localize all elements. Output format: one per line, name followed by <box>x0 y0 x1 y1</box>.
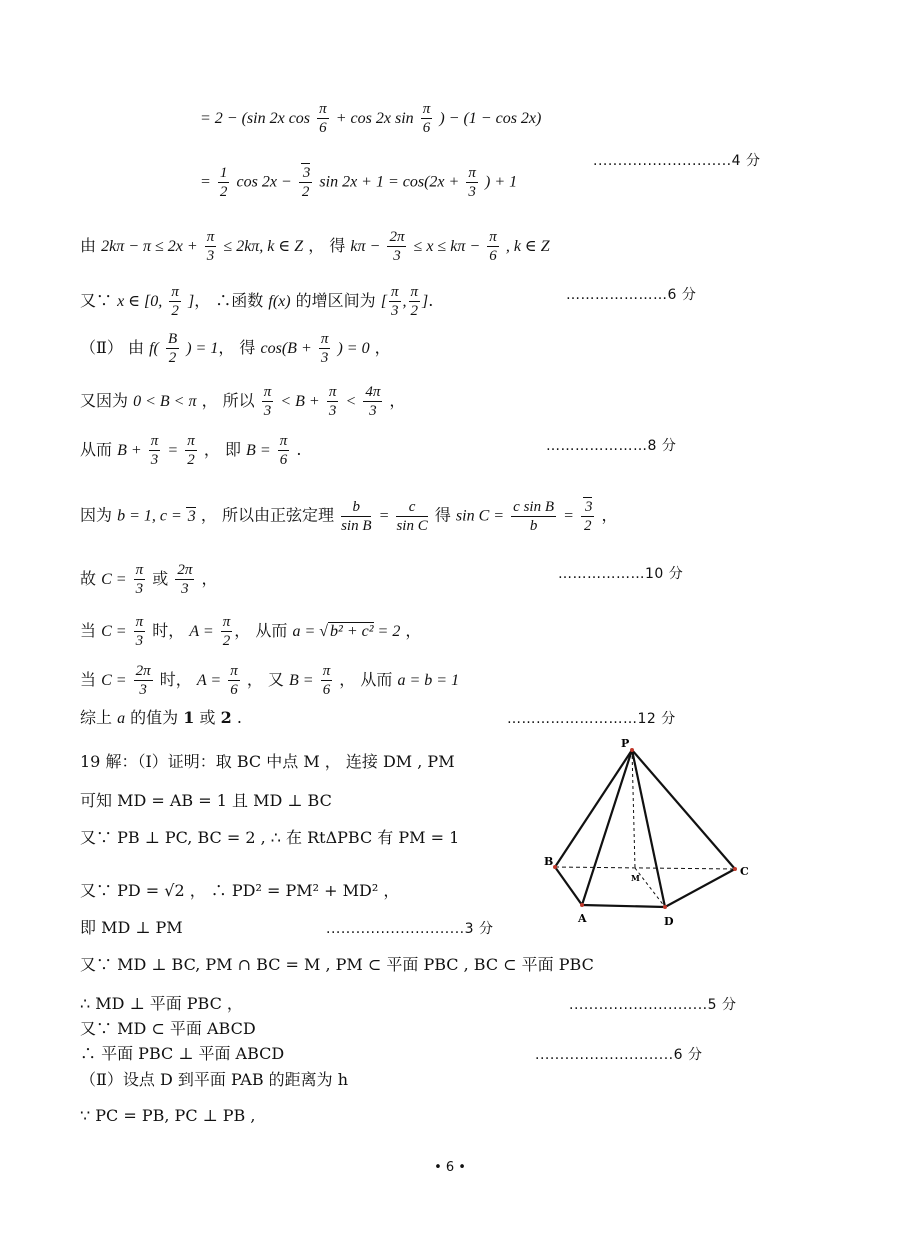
edge-BC <box>555 867 735 869</box>
vertex-B <box>553 865 557 869</box>
solution-line-10: 当 C = $\frac{\pi}{3}$ 时， A = $\frac{\pi}{2}$ ， 从而 a = √ b² + c² = 2 ， <box>80 614 422 649</box>
solution-line-3: 由 2kπ − π ≤ 2x + $\frac{\pi}{3}$ ≤ 2kπ, k ∈ Z ， 得 kπ − $\frac{2\pi}{3}$ ≤ x ≤ kπ − $\frac{\pi}{6}$ , k ∈ Z <box>80 229 550 264</box>
solution-line-22: （Ⅱ）设点 D 到平面 PAB 的距离为 h <box>80 1070 349 1089</box>
edge-DC <box>665 869 735 907</box>
edge-PM <box>632 750 635 868</box>
edge-BA <box>555 867 582 905</box>
edge-AD <box>582 905 665 907</box>
solution-line-12: 综上 a 的值为 1 或 2 . <box>80 708 242 727</box>
solution-line-23: ∵ PC = PB, PC ⊥ PB , <box>80 1106 256 1125</box>
score-3: ............................3 分 <box>326 921 494 937</box>
solution-line-19: ∴ MD ⊥ 平面 PBC ， <box>80 994 243 1013</box>
solution-line-13: 19 解：（Ⅰ）证明：取 BC 中点 M ， 连接 DM , PM <box>80 752 455 771</box>
vertex-C <box>733 867 737 871</box>
score-12: ………………………12 分 <box>507 711 676 727</box>
solution-line-16: 又∵ PD = √2 ， ∴ PD² = PM² + MD² ， <box>80 881 400 900</box>
vertex-D <box>663 905 667 909</box>
solution-line-20: 又∵ MD ⊂ 平面 ABCD <box>80 1019 256 1038</box>
score-6a: …………………6 分 <box>566 287 697 303</box>
edge-PC <box>632 750 735 869</box>
score-8: …………………8 分 <box>546 438 677 454</box>
solution-line-17: 即 MD ⊥ PM <box>80 918 183 937</box>
solution-line-15: 又∵ PB ⊥ PC, BC = 2 , ∴ 在 RtΔPBC 有 PM = 1 <box>80 828 460 847</box>
label-D: D <box>664 915 674 928</box>
label-M: M <box>631 873 640 883</box>
equation-line-2: = $\frac{1}{2}$ cos 2x − $\frac{3}{2}$ sin 2x + 1 = cos(2x + $\frac{\pi}{3}$ ) + 1 <box>200 164 518 200</box>
label-B: B <box>544 855 554 868</box>
label-P: P <box>621 737 630 750</box>
vertex-A <box>580 903 584 907</box>
score-5: ............................5 分 <box>569 997 737 1013</box>
solution-line-21: ∴ 平面 PBC ⊥ 平面 ABCD <box>80 1044 285 1063</box>
solution-line-4: 又∵ x ∈ [0, $\frac{\pi}{2}$ ]， ∴函数 f(x) 的增区间为 [ $\frac{\pi}{3}$ , $\frac{\pi}{2}$ ]. <box>80 284 434 319</box>
solution-line-11: 当 C = $\frac{2\pi}{3}$ 时， A = $\frac{\pi}{6}$ ， 又 B = $\frac{\pi}{6}$ ， 从而 a = b = 1 <box>80 663 460 698</box>
label-A: A <box>578 912 587 925</box>
equation-line-1: = 2 − (sin 2x cos $\frac{\pi}{6}$ + cos 2x sin $\frac{\pi}{6}$ ) − (1 − cos 2x) <box>200 101 542 136</box>
solution-line-8: 因为 b = 1, c = 3 ， 所以由正弦定理 $\frac{b}{\text{sin B}}$ = $\frac{c}{\text{sin C}}$ 得 sin C = $\frac{\text{c sin B}}{b}$ = $\frac{3}{2}$ ， <box>80 498 618 534</box>
solution-line-9: 故 C = $\frac{\pi}{3}$ 或 $\frac{2\pi}{3}$ ， <box>80 562 218 597</box>
solution-line-14: 可知 MD = AB = 1 且 MD ⊥ BC <box>80 791 332 810</box>
edge-PD <box>632 750 665 907</box>
label-C: C <box>740 865 749 878</box>
score-10: ………………10 分 <box>558 566 684 582</box>
score-4: ............................4 分 <box>593 153 761 169</box>
edge-PB <box>555 750 632 867</box>
vertex-P <box>630 748 634 752</box>
solution-line-6: 又因为 0 < B < π ， 所以 $\frac{\pi}{3}$ < B + $\frac{\pi}{3}$ < $\frac{4\pi}{3}$ ， <box>80 384 406 419</box>
solution-line-7: 从而 B + $\frac{\pi}{3}$ = $\frac{\pi}{2}$ ， 即 B = $\frac{\pi}{6}$ . <box>80 433 302 468</box>
edge-PA <box>582 750 632 905</box>
score-6b: ............................6 分 <box>535 1047 703 1063</box>
pyramid-figure <box>540 735 760 935</box>
solution-line-5: （Ⅱ） 由 f( $\frac{B}{2}$ ) = 1， 得 cos(B + $\frac{\pi}{3}$ ) = 0 ， <box>80 331 391 366</box>
solution-line-18: 又∵ MD ⊥ BC, PM ∩ BC = M , PM ⊂ 平面 PBC , BC ⊂ 平面 PBC <box>80 955 594 974</box>
page-number: • 6 • <box>434 1160 466 1175</box>
